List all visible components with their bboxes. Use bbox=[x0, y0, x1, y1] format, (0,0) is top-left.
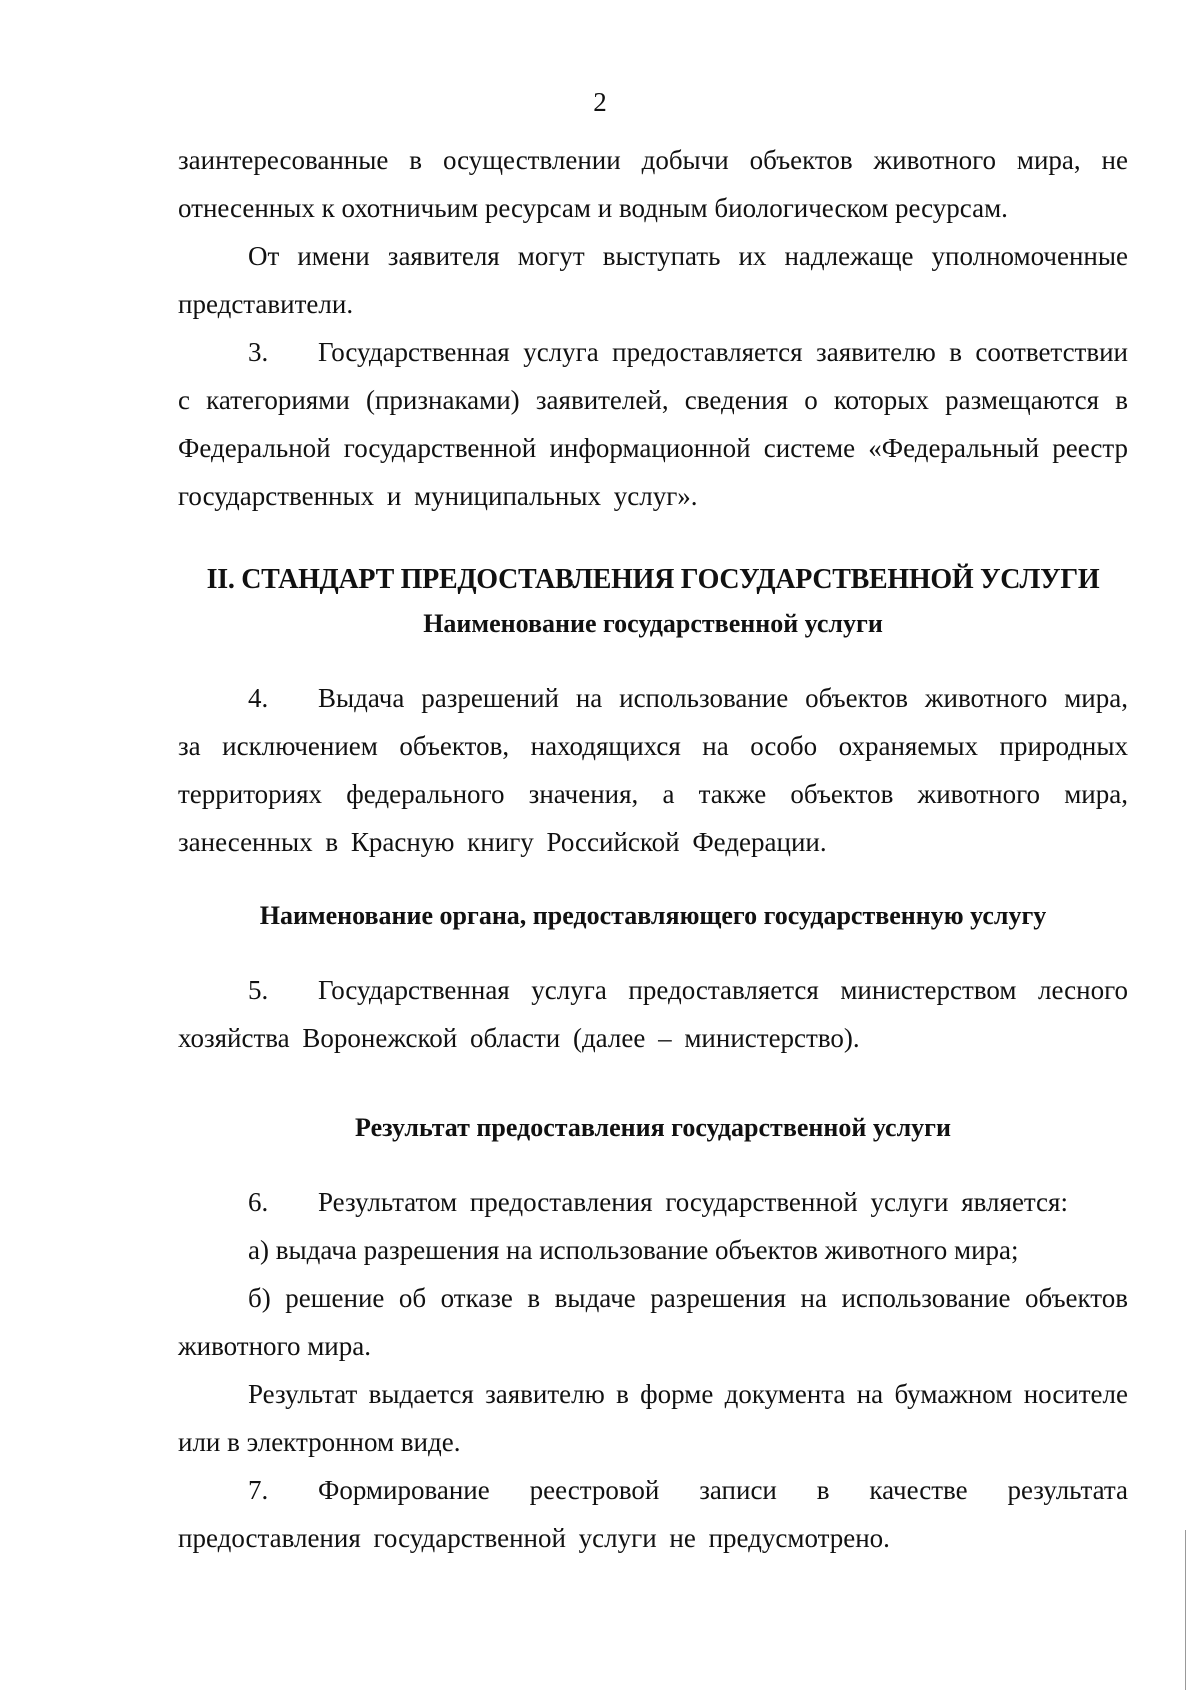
paragraph-6 bbox=[178, 1178, 1128, 1226]
paragraph-4-number: 4. bbox=[248, 683, 269, 713]
paragraph-6a: а) выдача разрешения на использование объектов животного мира; bbox=[248, 1235, 1019, 1265]
paragraph-6b: б) решение об отказе в выдаче разрешения на использование объектов животного мира. bbox=[178, 1283, 1128, 1361]
paragraph-7-text: Формирование реестровой записи в качестве результата предоставления государственной услуги не предусмотрено. bbox=[178, 1475, 1128, 1553]
paragraph-6-text: Результатом предоставления государственной услуги является: bbox=[318, 1187, 1068, 1217]
page-number: 2 bbox=[593, 87, 607, 117]
paragraph-3 bbox=[178, 328, 1128, 520]
section-title: II. СТАНДАРТ ПРЕДОСТАВЛЕНИЯ ГОСУДАРСТВЕННОЙ УСЛУГИ bbox=[206, 564, 1100, 595]
paragraph-4-text: Выдача разрешений на использование объектов животного мира, за исключением объектов, находящихся на особо охраняемых природных территориях федерального значения, а также объектов животного мира, занесенных в Красную книгу Российской Федерации. bbox=[178, 683, 1128, 857]
subtitle-service-name: Наименование государственной услуги bbox=[423, 609, 883, 638]
paragraph-6c: Результат выдается заявителю в форме документа на бумажном носителе или в электронном виде. bbox=[178, 1379, 1128, 1457]
subtitle-service-result: Результат предоставления государственной услуги bbox=[355, 1113, 951, 1142]
document-body bbox=[178, 136, 1128, 1562]
paragraph-5 bbox=[178, 966, 1128, 1062]
paragraph-4 bbox=[178, 674, 1128, 866]
paragraph-5-text: Государственная услуга предоставляется министерством лесного хозяйства Воронежской области (далее – министерство). bbox=[178, 975, 1128, 1053]
paragraph-7 bbox=[178, 1466, 1128, 1562]
paragraph-7-number: 7. bbox=[248, 1475, 269, 1505]
paragraph-3-text: Государственная услуга предоставляется заявителю в соответствии с категориями (признаками) заявителей, сведения о которых размещаются в Федеральной государственной информационной системе «Федеральный реестр государственных и муниципальных услуг». bbox=[178, 337, 1128, 511]
paragraph-representatives: От имени заявителя могут выступать их надлежаще уполномоченные представители. bbox=[178, 241, 1128, 319]
subtitle-service-organ: Наименование органа, предоставляющего государственную услугу bbox=[259, 901, 1047, 930]
paragraph-3-number: 3. bbox=[248, 337, 269, 367]
paragraph-6-number: 6. bbox=[248, 1187, 269, 1217]
scan-edge-line bbox=[1185, 1530, 1186, 1690]
paragraph-5-number: 5. bbox=[248, 975, 269, 1005]
paragraph-applicants-continuation: заинтересованные в осуществлении добычи объектов животного мира, не отнесенных к охотничьим ресурсам и водным биологическом ресурсам. bbox=[178, 145, 1128, 223]
